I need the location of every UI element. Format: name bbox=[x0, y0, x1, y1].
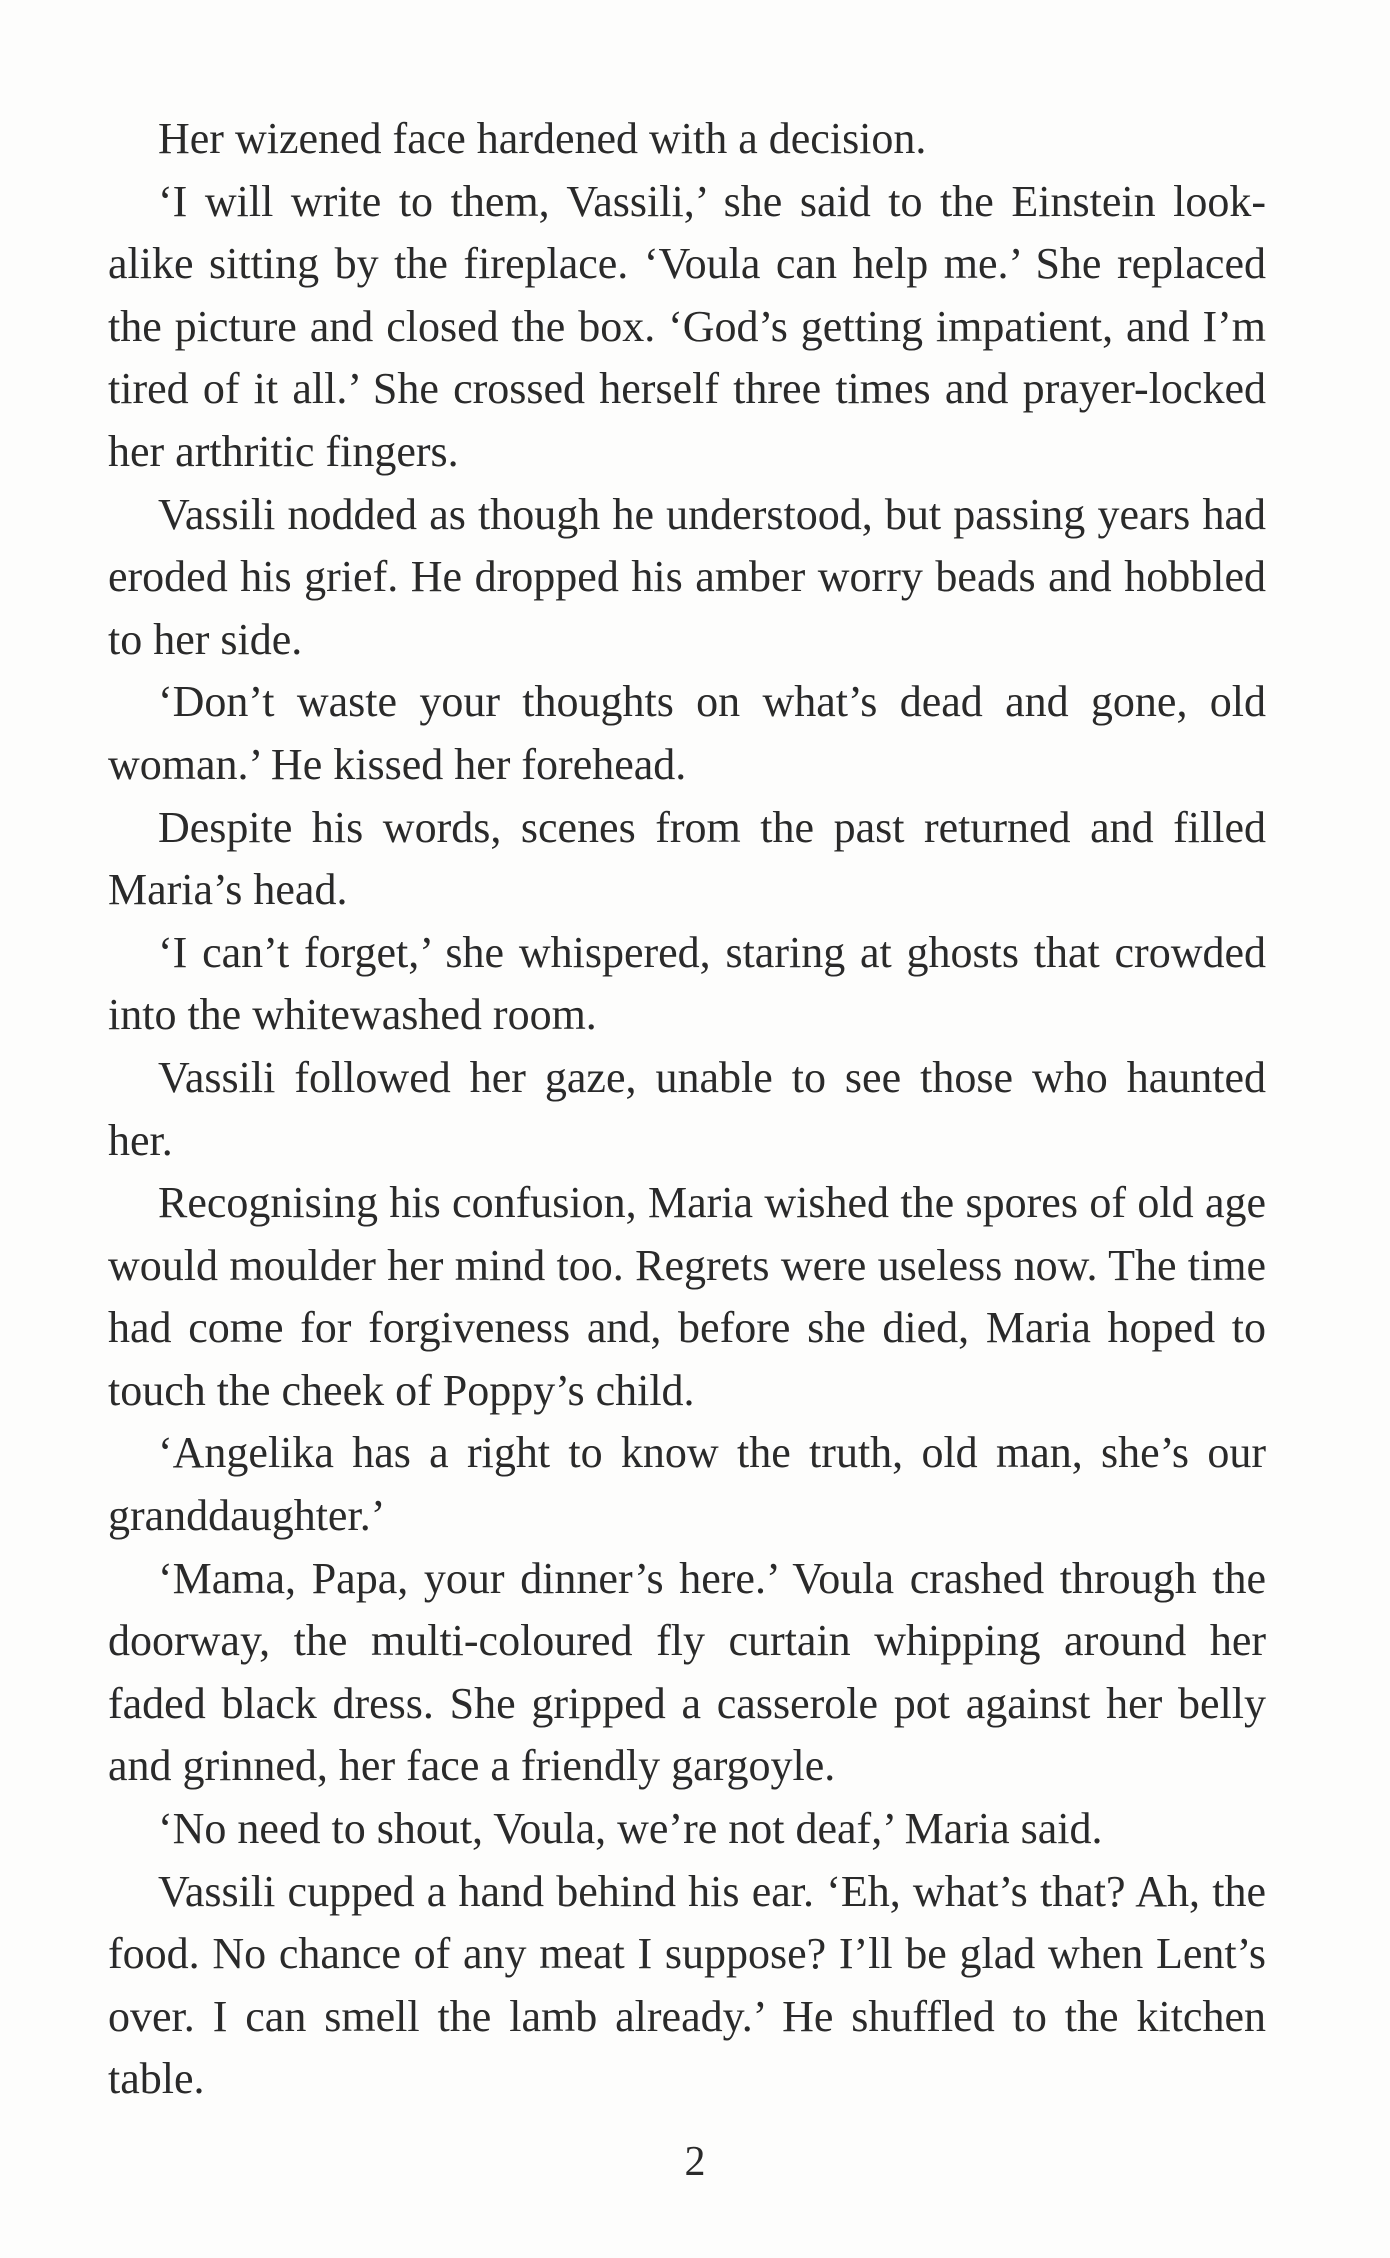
paragraph-8: Recognising his confusion, Maria wished the spores of old age would moulder her mind too. Regrets were useless now. The time had come for forgiveness and, before she died, Maria hoped to touch the cheek of Poppy’s child. bbox=[108, 1178, 1266, 1415]
paragraph-12: Vassili cupped a hand behind his ear. ‘Eh, what’s that? Ah, the food. No chance of any meat I suppose? I’ll be glad when Lent’s over. I can smell the lamb already.’ He shuffled to the kitchen table. bbox=[108, 1866, 1266, 2104]
body-text bbox=[108, 108, 1266, 2111]
paragraph-9: ‘Angelika has a right to know the truth, old man, she’s our granddaughter.’ bbox=[108, 1428, 1266, 1541]
paragraph-1: Her wizened face hardened with a decision. bbox=[158, 114, 927, 163]
paragraph-5: Despite his words, scenes from the past returned and filled Maria’s head. bbox=[108, 802, 1266, 915]
paragraph-11: ‘No need to shout, Voula, we’re not deaf,’ Maria said. bbox=[158, 1804, 1103, 1854]
page-number: 2 bbox=[684, 2139, 706, 2185]
paragraph-2: ‘I will write to them, Vassili,’ she said to the Einstein look-alike sitting by the fireplace. ‘Voula can help me.’ She replaced the picture and closed the box. ‘God’s getting impatient, and I’m tired of it all.’ She crossed herself three times and prayer-locked her arthritic fingers. bbox=[108, 176, 1266, 476]
paragraph-6: ‘I can’t forget,’ she whispered, staring at ghosts that crowded into the whitewashed room. bbox=[108, 927, 1266, 1040]
paragraph-4: ‘Don’t waste your thoughts on what’s dead and gone, old woman.’ He kissed her forehead. bbox=[108, 677, 1266, 789]
paragraph-7: Vassili followed her gaze, unable to see those who haunted her. bbox=[108, 1052, 1266, 1165]
paragraph-10: ‘Mama, Papa, your dinner’s here.’ Voula crashed through the doorway, the multi-coloured fly curtain whipping around her faded black dress. She gripped a casserole pot against her belly and grinned, her face a friendly gargoyle. bbox=[108, 1553, 1266, 1791]
paragraph-3: Vassili nodded as though he understood, but passing years had eroded his grief. He dropped his amber worry beads and hobbled to her side. bbox=[108, 489, 1266, 664]
